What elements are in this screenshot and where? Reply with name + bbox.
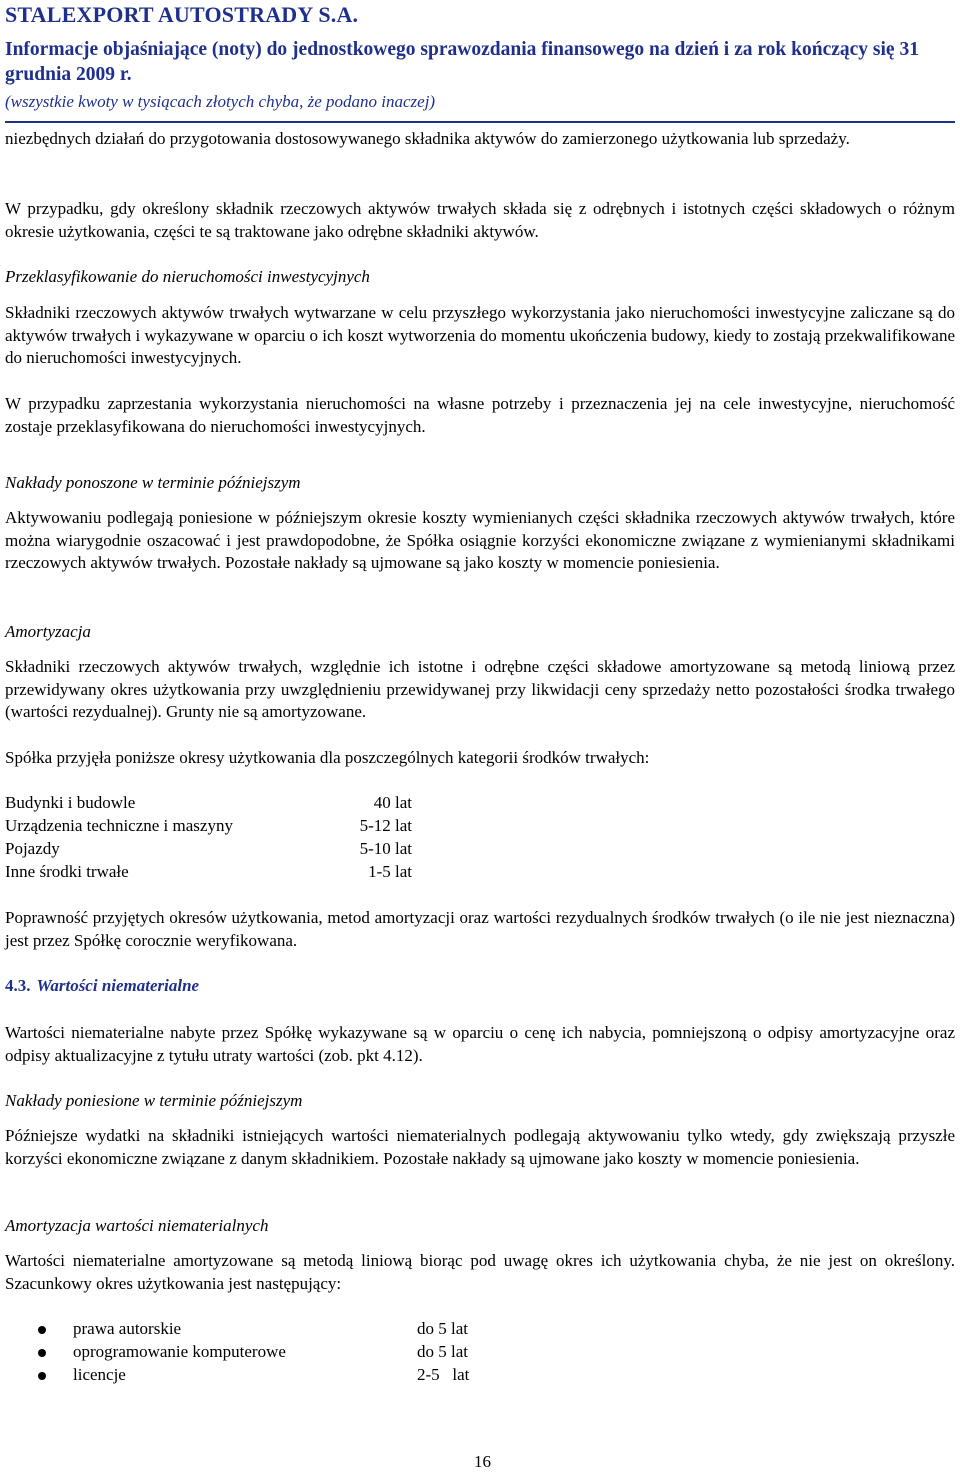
company-name: STALEXPORT AUTOSTRADY S.A. — [5, 2, 359, 27]
bullet-icon — [5, 1318, 73, 1341]
section-heading — [5, 976, 199, 996]
page-number: 16 — [474, 1452, 491, 1471]
paragraph-8: Poprawność przyjętych okresów użytkowania, metod amortyzacji oraz wartości rezydualnych środków trwałych (o ile nie jest nieznaczna) jest przez Spółkę corocznie weryfikowana. — [5, 908, 955, 950]
list-item — [5, 1364, 537, 1387]
heading-intangible-amortization: Amortyzacja wartości niematerialnych — [5, 1216, 269, 1235]
heading-reclassification: Przeklasyfikowanie do nieruchomości inwestycyjnych — [5, 267, 370, 286]
section-title: Wartości niematerialne — [36, 976, 200, 995]
paragraph-5: Aktywowaniu podlegają poniesione w późniejszym okresie koszty wymienianych części składnika rzeczowych aktywów trwałych, które można wiarygodnie oszacować i jest prawdopodobne, że Spółka osiągnie korzyści ekonomiczne związane z wymienianymi składnikami rzeczowych aktywów trwałych. Pozostałe nakłady są ujmowane są jako koszty w momencie poniesienia. — [5, 508, 955, 573]
period-value: 40 lat — [373, 793, 412, 812]
category-name: Budynki i budowle — [5, 793, 136, 812]
paragraph-1: niezbędnych działań do przygotowania dostosowywanego składnika aktywów do zamierzonego użytkowania lub sprzedaży. — [5, 129, 850, 148]
category-name: Urządzenia techniczne i maszyny — [5, 815, 233, 835]
bullet-icon — [5, 1341, 73, 1364]
table-row — [5, 861, 412, 884]
item-name: oprogramowanie komputerowe — [73, 1341, 286, 1361]
paragraph-11: Wartości niematerialne amortyzowane są metodą liniową biorąc pod uwagę okres ich użytkowania chyba, że nie jest on określony. Szacunkowy okres użytkowania jest następujący: — [5, 1251, 955, 1293]
paragraph-3: Składniki rzeczowych aktywów trwałych wytwarzane w celu przyszłego wykorzystania jako nieruchomości inwestycyjne zaliczane są do aktywów trwałych i wykazywane w oparciu o ich koszt wytworzenia do momentu ukończenia budowy, kiedy to zostają przekwalifikowane do nieruchomości inwestycyjnych. — [5, 303, 955, 368]
item-value: do 5 lat — [417, 1319, 468, 1338]
heading-later-expenditure: Nakłady ponoszone w terminie późniejszym — [5, 473, 301, 492]
paragraph-7: Spółka przyjęła poniższe okresy użytkowania dla poszczególnych kategorii środków trwałych: — [5, 748, 650, 767]
heading-later-expenditure-2: Nakłady poniesione w terminie późniejszym — [5, 1091, 303, 1110]
table-row — [5, 792, 412, 815]
category-name: Inne środki trwałe — [5, 861, 129, 881]
paragraph-6: Składniki rzeczowych aktywów trwałych, względnie ich istotne i odrębne części składowe amortyzowane są metodą liniową przez przewidywany okres użytkowania przy uwzględnieniu przewidywanej przy likwidacji ceny sprzedaży netto pozostałości środka trwałego (wartości rezydualnej). Grunty nie są amortyzowane. — [5, 657, 955, 722]
table-row — [5, 838, 412, 861]
item-name: prawa autorskie — [73, 1319, 182, 1338]
item-value: 2-5 lat — [417, 1364, 470, 1384]
heading-depreciation: Amortyzacja — [5, 622, 91, 641]
list-item — [5, 1318, 537, 1341]
document-title: Informacje objaśniające (noty) do jednostkowego sprawozdania finansowego na dzień i za rok kończący się 31 grudnia 2009 r. — [5, 39, 919, 85]
document-subtitle: (wszystkie kwoty w tysiącach złotych chyba, że podano inaczej) — [5, 92, 436, 111]
depreciation-table — [5, 792, 412, 884]
period-value: 5-12 lat — [359, 815, 412, 835]
period-value: 5-10 lat — [359, 838, 412, 858]
bullet-icon — [5, 1364, 73, 1387]
section-number: 4.3. — [5, 976, 31, 995]
item-value: do 5 lat — [417, 1341, 468, 1361]
intangible-periods-list — [5, 1318, 537, 1387]
item-name: licencje — [73, 1364, 126, 1384]
paragraph-2: W przypadku, gdy określony składnik rzeczowych aktywów trwałych składa się z odrębnych i istotnych części składowych o różnym okresie użytkowania, części te są traktowane jako odrębne składniki aktywów. — [5, 199, 955, 241]
paragraph-10: Późniejsze wydatki na składniki istniejących wartości niematerialnych podlegają aktywowaniu tylko wtedy, gdy zwiększają przyszłe korzyści ekonomiczne związane z danym składnikiem. Pozostałe nakłady są ujmowane jako koszty w momencie poniesienia. — [5, 1126, 955, 1168]
period-value: 1-5 lat — [368, 861, 412, 881]
table-row — [5, 815, 412, 838]
header-divider — [5, 121, 955, 123]
paragraph-9: Wartości niematerialne nabyte przez Spółkę wykazywane są w oparciu o cenę ich nabycia, pomniejszoną o odpisy amortyzacyjne oraz odpisy aktualizacyjne z tytułu utraty wartości (zob. pkt 4.12). — [5, 1023, 955, 1065]
paragraph-4: W przypadku zaprzestania wykorzystania nieruchomości na własne potrzeby i przeznaczenia jej na cele inwestycyjne, nieruchomość zostaje przeklasyfikowana do nieruchomości inwestycyjnych. — [5, 394, 955, 436]
category-name: Pojazdy — [5, 838, 60, 858]
list-item — [5, 1341, 537, 1364]
